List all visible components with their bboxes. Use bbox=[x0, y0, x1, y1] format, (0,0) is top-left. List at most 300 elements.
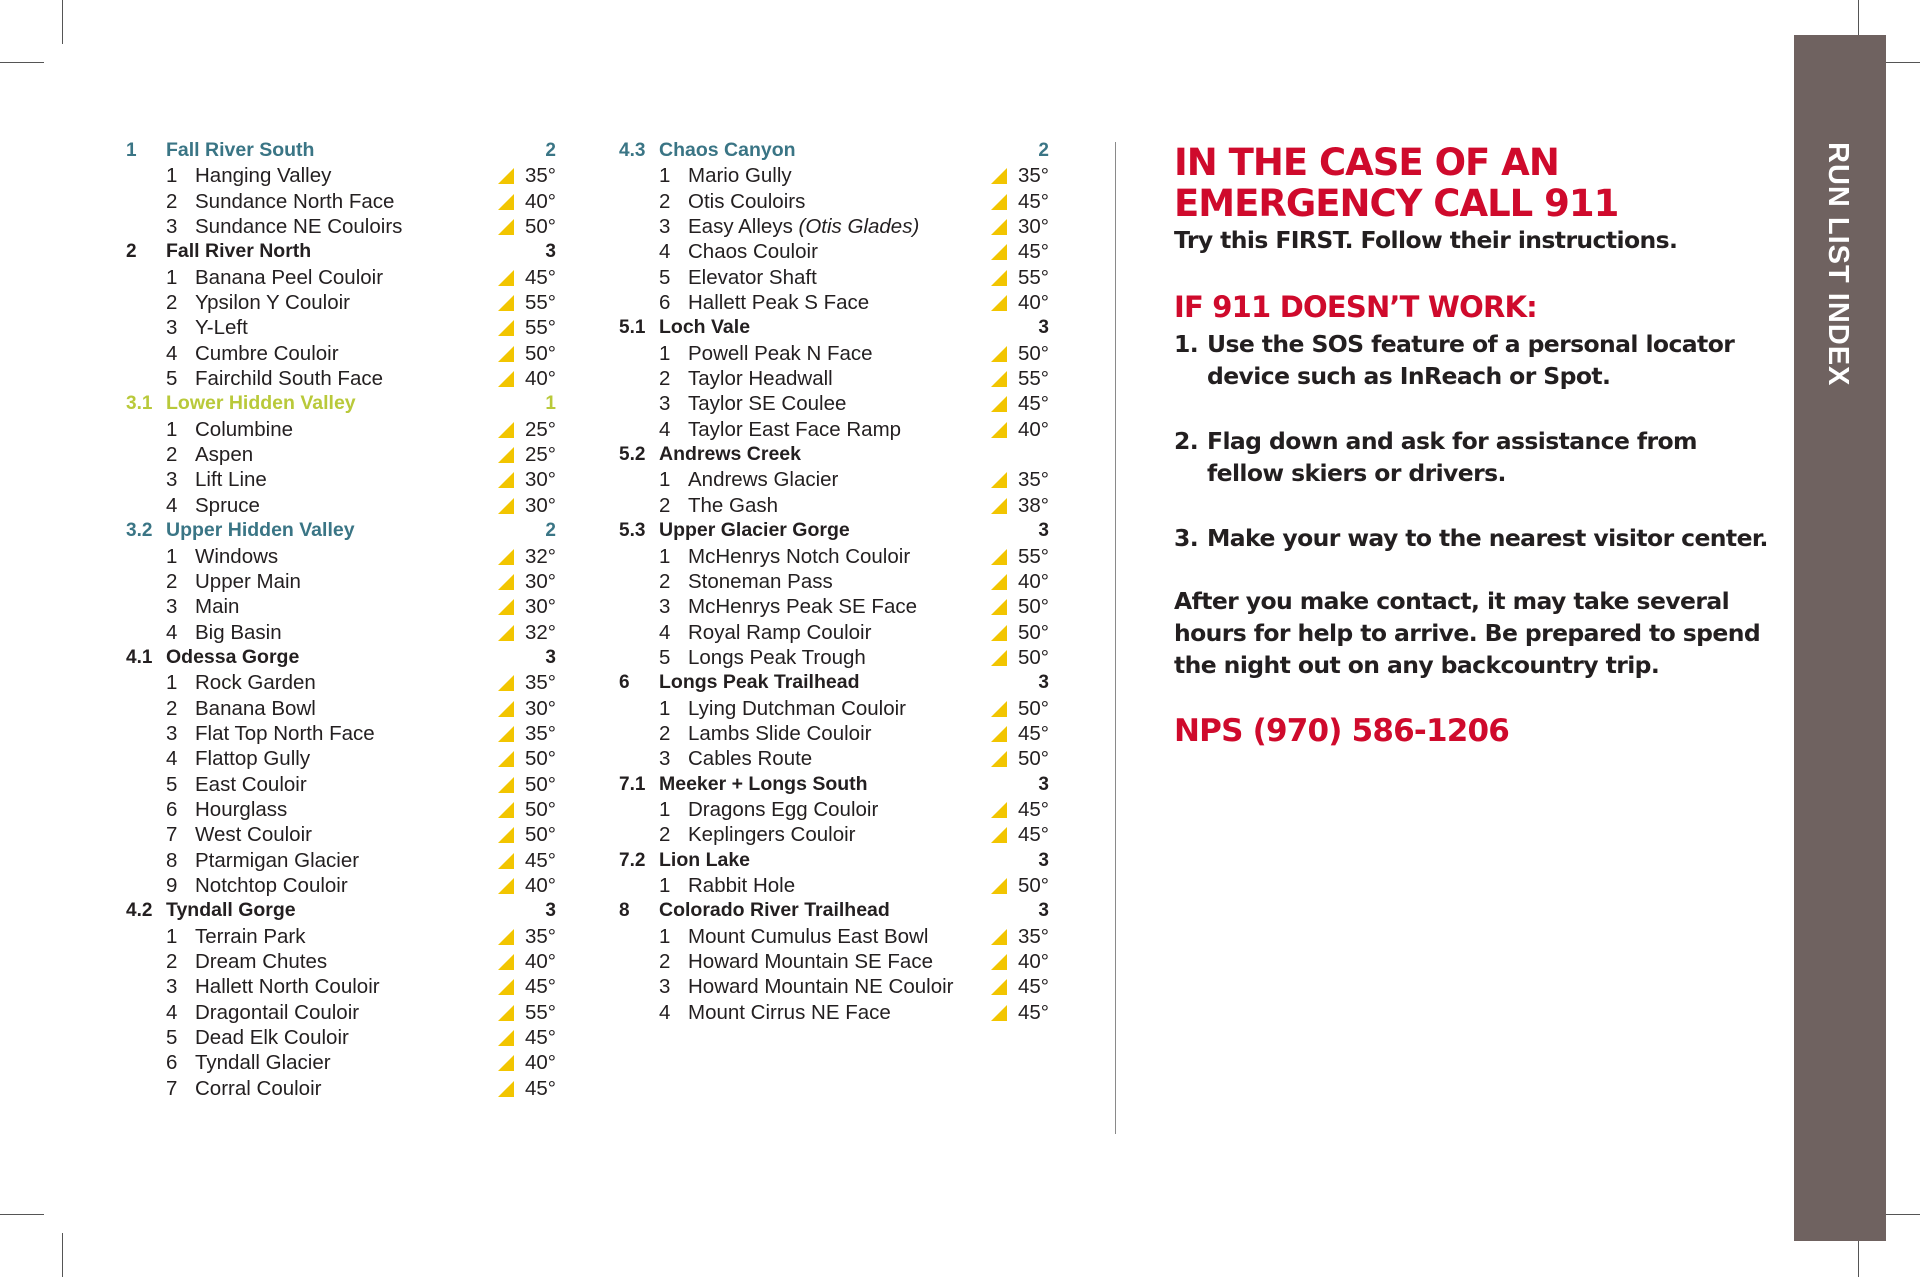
slope-triangle-icon bbox=[991, 346, 1007, 362]
emergency-title bbox=[1174, 142, 1774, 224]
slope-angle bbox=[498, 822, 556, 847]
run-number: 2 bbox=[166, 696, 178, 720]
slope-triangle-icon bbox=[991, 954, 1007, 970]
run-number: 3 bbox=[659, 975, 671, 999]
section-name: Colorado River Trailhead bbox=[659, 899, 890, 922]
slope-triangle-icon bbox=[498, 701, 514, 717]
slope-angle-value: 35° bbox=[1017, 164, 1049, 188]
run-number: 4 bbox=[166, 341, 178, 365]
run-number: 7 bbox=[166, 823, 178, 847]
slope-triangle-icon bbox=[498, 422, 514, 438]
run-name bbox=[688, 746, 812, 771]
run-name-text: Mario Gully bbox=[688, 164, 792, 188]
run-name bbox=[688, 417, 901, 442]
step-item bbox=[1174, 425, 1774, 489]
run-number: 3 bbox=[166, 215, 178, 239]
slope-triangle-icon bbox=[991, 219, 1007, 235]
run-name bbox=[195, 620, 282, 645]
run-row bbox=[619, 189, 1049, 214]
run-row bbox=[126, 1000, 556, 1025]
section-name: Lion Lake bbox=[659, 848, 751, 871]
run-number: 1 bbox=[166, 671, 178, 695]
run-row bbox=[619, 417, 1049, 442]
slope-triangle-icon bbox=[498, 574, 514, 590]
section-number: 5.2 bbox=[619, 444, 646, 466]
run-number: 5 bbox=[166, 1026, 178, 1050]
section-name: Tyndall Gorge bbox=[166, 899, 296, 922]
slope-triangle-icon bbox=[498, 675, 514, 691]
run-number: 1 bbox=[659, 468, 671, 492]
run-number: 1 bbox=[659, 164, 671, 188]
slope-angle-value: 45° bbox=[524, 1076, 556, 1100]
run-name-text: Corral Couloir bbox=[195, 1076, 322, 1100]
slope-angle bbox=[498, 670, 556, 695]
run-row bbox=[619, 163, 1049, 188]
run-name bbox=[195, 696, 316, 721]
slope-triangle-icon bbox=[991, 422, 1007, 438]
run-name-text: Taylor East Face Ramp bbox=[688, 417, 902, 441]
slope-triangle-icon bbox=[498, 954, 514, 970]
section-name: Loch Vale bbox=[659, 316, 751, 339]
slope-angle bbox=[991, 239, 1049, 264]
closing-note: After you make contact, it may take several hours for help to arrive. Be prepared to spend the night out on any backcountry trip. bbox=[1174, 587, 1761, 679]
run-row bbox=[126, 163, 556, 188]
run-name bbox=[688, 189, 805, 214]
slope-triangle-icon bbox=[498, 346, 514, 362]
slope-angle bbox=[991, 391, 1049, 416]
run-name bbox=[195, 544, 278, 569]
run-number: 4 bbox=[659, 417, 671, 441]
slope-angle-value: 50° bbox=[1017, 341, 1049, 365]
slope-angle-value: 50° bbox=[1017, 696, 1049, 720]
run-name-text: Taylor SE Coulee bbox=[688, 392, 847, 416]
run-name bbox=[688, 569, 833, 594]
slope-angle-value: 40° bbox=[524, 873, 556, 897]
slope-angle bbox=[498, 493, 556, 518]
run-row bbox=[126, 949, 556, 974]
step-number: 1. bbox=[1174, 330, 1199, 358]
section-rating: 3 bbox=[1038, 849, 1049, 871]
slope-angle bbox=[498, 366, 556, 391]
run-name-text: Andrews Glacier bbox=[688, 468, 839, 492]
slope-angle-value: 55° bbox=[1017, 265, 1049, 289]
slope-triangle-icon bbox=[991, 498, 1007, 514]
run-row bbox=[126, 341, 556, 366]
slope-angle-value: 35° bbox=[1017, 468, 1049, 492]
run-name-text: Taylor Headwall bbox=[688, 367, 833, 391]
slope-triangle-icon bbox=[498, 194, 514, 210]
slope-angle bbox=[498, 848, 556, 873]
slope-angle bbox=[991, 924, 1049, 949]
slope-angle-value: 35° bbox=[524, 721, 556, 745]
slope-angle-value: 30° bbox=[524, 569, 556, 593]
section-name: Meeker + Longs South bbox=[659, 772, 868, 795]
run-name bbox=[688, 974, 953, 999]
run-row bbox=[619, 696, 1049, 721]
slope-triangle-icon bbox=[991, 802, 1007, 818]
run-name-text: Rabbit Hole bbox=[688, 873, 796, 897]
slope-angle bbox=[991, 949, 1049, 974]
section-number: 7.1 bbox=[619, 773, 646, 795]
run-name-text: Flat Top North Face bbox=[195, 721, 375, 745]
run-row bbox=[619, 214, 1049, 239]
slope-angle-value: 50° bbox=[524, 215, 556, 239]
section-name: Odessa Gorge bbox=[166, 645, 300, 668]
run-row bbox=[619, 924, 1049, 949]
slope-triangle-icon bbox=[991, 472, 1007, 488]
run-row bbox=[126, 797, 556, 822]
run-name bbox=[195, 341, 339, 366]
sidebar-label: RUN LIST INDEX bbox=[1822, 142, 1854, 387]
run-row bbox=[126, 924, 556, 949]
slope-angle bbox=[991, 366, 1049, 391]
run-row bbox=[126, 290, 556, 315]
emergency-instruction: Try this FIRST. Follow their instructions. bbox=[1174, 226, 1678, 254]
section-rating: 3 bbox=[1038, 672, 1049, 694]
slope-angle-value: 30° bbox=[524, 468, 556, 492]
fallback-subhead: IF 911 DOESN’T WORK: bbox=[1174, 290, 1537, 324]
slope-angle-value: 45° bbox=[1017, 189, 1049, 213]
run-name bbox=[195, 949, 327, 974]
slope-angle-value: 55° bbox=[524, 316, 556, 340]
slope-angle bbox=[498, 797, 556, 822]
slope-angle bbox=[991, 467, 1049, 492]
run-name bbox=[195, 467, 267, 492]
slope-angle bbox=[498, 341, 556, 366]
run-name-text: Cables Route bbox=[688, 747, 813, 771]
run-name-text: Chaos Couloir bbox=[688, 240, 818, 264]
slope-triangle-icon bbox=[498, 599, 514, 615]
run-row bbox=[619, 873, 1049, 898]
run-name-text: Fairchild South Face bbox=[195, 367, 384, 391]
slope-triangle-icon bbox=[498, 320, 514, 336]
section-rating: 1 bbox=[545, 393, 556, 415]
section-number: 4.1 bbox=[126, 646, 153, 668]
run-name bbox=[688, 924, 928, 949]
run-number: 6 bbox=[166, 1051, 178, 1075]
run-name-text: Otis Couloirs bbox=[688, 189, 806, 213]
run-number: 1 bbox=[166, 924, 178, 948]
section-number: 5.1 bbox=[619, 317, 646, 339]
section-name: Chaos Canyon bbox=[659, 139, 796, 161]
run-name-text: Lambs Slide Couloir bbox=[688, 721, 872, 745]
slope-angle-value: 50° bbox=[524, 823, 556, 847]
run-number: 5 bbox=[659, 645, 671, 669]
run-name bbox=[195, 417, 293, 442]
slope-triangle-icon bbox=[498, 929, 514, 945]
slope-angle-value: 25° bbox=[524, 443, 556, 467]
run-row bbox=[126, 848, 556, 873]
run-number: 5 bbox=[166, 772, 178, 796]
section-header bbox=[619, 442, 1049, 467]
crop-mark bbox=[0, 1214, 44, 1215]
run-row bbox=[126, 569, 556, 594]
section-name: Longs Peak Trailhead bbox=[659, 671, 860, 694]
slope-angle-value: 30° bbox=[524, 595, 556, 619]
slope-angle bbox=[991, 822, 1049, 847]
run-name bbox=[195, 189, 394, 214]
section-header bbox=[126, 518, 556, 543]
run-name bbox=[195, 163, 331, 188]
run-number: 3 bbox=[659, 215, 671, 239]
section-rating: 3 bbox=[545, 241, 556, 263]
slope-angle bbox=[498, 544, 556, 569]
run-number: 1 bbox=[659, 341, 671, 365]
slope-angle bbox=[991, 189, 1049, 214]
section-number: 1 bbox=[126, 140, 137, 161]
section-rating: 2 bbox=[545, 140, 556, 161]
run-name bbox=[195, 746, 310, 771]
slope-triangle-icon bbox=[991, 270, 1007, 286]
slope-triangle-icon bbox=[991, 574, 1007, 590]
run-name bbox=[195, 1076, 321, 1101]
run-row bbox=[126, 873, 556, 898]
run-number: 1 bbox=[166, 265, 178, 289]
slope-triangle-icon bbox=[498, 1005, 514, 1021]
run-number: 6 bbox=[659, 291, 671, 315]
section-rating: 3 bbox=[545, 900, 556, 922]
slope-angle bbox=[498, 1076, 556, 1101]
run-name-text: Powell Peak N Face bbox=[688, 341, 873, 365]
slope-angle bbox=[991, 265, 1049, 290]
run-number: 3 bbox=[166, 468, 178, 492]
slope-angle-value: 32° bbox=[524, 620, 556, 644]
slope-angle bbox=[991, 721, 1049, 746]
run-name bbox=[688, 163, 792, 188]
run-name bbox=[688, 822, 856, 847]
slope-angle bbox=[498, 1025, 556, 1050]
run-row bbox=[619, 721, 1049, 746]
run-row bbox=[126, 1025, 556, 1050]
run-row bbox=[126, 544, 556, 569]
run-name bbox=[195, 721, 375, 746]
run-name-text: Notchtop Couloir bbox=[195, 873, 348, 897]
run-name-text: Banana Bowl bbox=[195, 696, 316, 720]
slope-angle-value: 45° bbox=[524, 1026, 556, 1050]
run-row bbox=[619, 493, 1049, 518]
run-number: 5 bbox=[659, 265, 671, 289]
slope-angle bbox=[498, 290, 556, 315]
run-row bbox=[126, 265, 556, 290]
run-row bbox=[619, 569, 1049, 594]
slope-triangle-icon bbox=[991, 244, 1007, 260]
run-row bbox=[126, 670, 556, 695]
section-header bbox=[619, 138, 1049, 163]
run-name-text: Longs Peak Trough bbox=[688, 645, 866, 669]
slope-triangle-icon bbox=[991, 168, 1007, 184]
run-name bbox=[688, 645, 866, 670]
run-name-text: Tyndall Glacier bbox=[195, 1051, 331, 1075]
run-name-text: Dragontail Couloir bbox=[195, 1000, 360, 1024]
run-number: 1 bbox=[659, 797, 671, 821]
run-name bbox=[688, 594, 917, 619]
step-item bbox=[1174, 522, 1774, 554]
run-name bbox=[195, 594, 239, 619]
section-rating: 2 bbox=[545, 520, 556, 542]
run-number: 1 bbox=[659, 544, 671, 568]
slope-angle bbox=[498, 594, 556, 619]
run-name bbox=[195, 797, 287, 822]
run-row bbox=[126, 189, 556, 214]
slope-triangle-icon bbox=[991, 878, 1007, 894]
slope-angle bbox=[991, 873, 1049, 898]
slope-angle-value: 30° bbox=[1017, 215, 1049, 239]
slope-angle bbox=[991, 341, 1049, 366]
run-row bbox=[126, 721, 556, 746]
run-number: 2 bbox=[659, 493, 671, 517]
slope-triangle-icon bbox=[498, 371, 514, 387]
run-number: 5 bbox=[166, 367, 178, 391]
run-number: 8 bbox=[166, 848, 178, 872]
run-number: 2 bbox=[166, 569, 178, 593]
section-number: 4.3 bbox=[619, 140, 646, 161]
run-number: 1 bbox=[659, 924, 671, 948]
run-name bbox=[195, 442, 253, 467]
slope-angle-value: 45° bbox=[1017, 975, 1049, 999]
run-name bbox=[688, 949, 933, 974]
slope-angle-value: 50° bbox=[1017, 595, 1049, 619]
section-name: Andrews Creek bbox=[659, 443, 801, 466]
step-text: Use the SOS feature of a personal locator device such as InReach or Spot. bbox=[1207, 330, 1735, 390]
slope-angle bbox=[498, 163, 556, 188]
slope-triangle-icon bbox=[498, 295, 514, 311]
run-number: 2 bbox=[166, 950, 178, 973]
run-row bbox=[619, 366, 1049, 391]
run-row bbox=[126, 822, 556, 847]
nps-phone: NPS (970) 586-1206 bbox=[1174, 713, 1510, 749]
run-name-text: McHenrys Peak SE Face bbox=[688, 595, 917, 619]
run-row bbox=[619, 544, 1049, 569]
section-number: 3.1 bbox=[126, 393, 153, 415]
fallback-steps bbox=[1174, 328, 1774, 554]
run-number: 2 bbox=[659, 569, 671, 593]
run-row bbox=[619, 974, 1049, 999]
slope-angle-value: 50° bbox=[524, 797, 556, 821]
step-item bbox=[1174, 328, 1774, 392]
section-header bbox=[126, 645, 556, 670]
section-number: 5.3 bbox=[619, 520, 646, 542]
run-name bbox=[688, 239, 818, 264]
run-name-text: Banana Peel Couloir bbox=[195, 265, 384, 289]
slope-triangle-icon bbox=[498, 827, 514, 843]
slope-triangle-icon bbox=[498, 472, 514, 488]
run-name bbox=[195, 974, 380, 999]
slope-angle-value: 55° bbox=[524, 291, 556, 315]
section-name: Upper Glacier Gorge bbox=[659, 519, 850, 542]
run-name bbox=[195, 493, 260, 518]
slope-angle bbox=[498, 442, 556, 467]
run-number: 2 bbox=[659, 721, 671, 745]
run-number: 4 bbox=[659, 1000, 671, 1024]
slope-angle-value: 45° bbox=[1017, 1000, 1049, 1024]
slope-angle-value: 25° bbox=[524, 417, 556, 441]
step-text: Flag down and ask for assistance from fellow skiers or drivers. bbox=[1207, 427, 1697, 487]
run-name-text: Sundance North Face bbox=[195, 189, 395, 213]
run-name-text: Hanging Valley bbox=[195, 164, 332, 188]
run-row bbox=[126, 214, 556, 239]
run-number: 2 bbox=[166, 443, 178, 467]
slope-angle bbox=[498, 772, 556, 797]
run-row bbox=[619, 265, 1049, 290]
run-list-column-right bbox=[619, 138, 1049, 1025]
run-name bbox=[195, 848, 359, 873]
run-name-text: Howard Mountain NE Couloir bbox=[688, 975, 954, 999]
slope-angle bbox=[498, 873, 556, 898]
run-number: 4 bbox=[166, 747, 178, 771]
section-name: Upper Hidden Valley bbox=[166, 519, 355, 542]
run-name-text: Keplingers Couloir bbox=[688, 823, 856, 847]
slope-angle bbox=[498, 569, 556, 594]
section-name: Fall River South bbox=[166, 139, 315, 161]
run-name-text: Upper Main bbox=[195, 569, 301, 593]
run-name-text: Ptarmigan Glacier bbox=[195, 848, 360, 872]
run-name-text: Hallett North Couloir bbox=[195, 975, 380, 999]
run-name bbox=[688, 214, 919, 239]
run-row bbox=[126, 772, 556, 797]
run-name-text: East Couloir bbox=[195, 772, 307, 796]
slope-angle-value: 40° bbox=[524, 367, 556, 391]
run-number: 1 bbox=[166, 164, 178, 188]
section-header bbox=[619, 670, 1049, 695]
run-row bbox=[619, 797, 1049, 822]
slope-angle bbox=[991, 620, 1049, 645]
run-number: 9 bbox=[166, 873, 178, 897]
slope-angle-value: 45° bbox=[524, 265, 556, 289]
slope-angle-value: 50° bbox=[524, 747, 556, 771]
run-row bbox=[126, 746, 556, 771]
run-name-text: Big Basin bbox=[195, 620, 282, 644]
slope-angle-value: 55° bbox=[1017, 544, 1049, 568]
section-header bbox=[126, 898, 556, 923]
run-name-text: Hallett Peak S Face bbox=[688, 291, 870, 315]
slope-triangle-icon bbox=[498, 270, 514, 286]
run-name bbox=[688, 391, 846, 416]
slope-angle-value: 45° bbox=[1017, 240, 1049, 264]
slope-angle-value: 40° bbox=[524, 950, 556, 973]
run-row bbox=[619, 594, 1049, 619]
run-name bbox=[688, 493, 778, 518]
section-name: Lower Hidden Valley bbox=[166, 392, 356, 415]
section-header bbox=[619, 898, 1049, 923]
run-number: 3 bbox=[166, 975, 178, 999]
section-header bbox=[126, 239, 556, 264]
crop-mark bbox=[0, 62, 44, 63]
slope-angle-value: 30° bbox=[524, 493, 556, 517]
slope-angle bbox=[498, 1050, 556, 1075]
run-name-text: Ypsilon Y Couloir bbox=[195, 291, 350, 315]
slope-angle bbox=[498, 974, 556, 999]
section-number: 6 bbox=[619, 672, 630, 694]
run-name-note: (Otis Glades) bbox=[798, 215, 920, 239]
section-header bbox=[126, 391, 556, 416]
run-name-text: Elevator Shaft bbox=[688, 265, 817, 289]
section-name: Fall River North bbox=[166, 240, 312, 263]
run-number: 3 bbox=[166, 316, 178, 340]
slope-angle bbox=[991, 163, 1049, 188]
slope-triangle-icon bbox=[991, 549, 1007, 565]
slope-angle-value: 40° bbox=[1017, 950, 1049, 973]
run-name-text: Lift Line bbox=[195, 468, 267, 492]
slope-angle bbox=[991, 214, 1049, 239]
run-name-text: The Gash bbox=[688, 493, 779, 517]
slope-triangle-icon bbox=[991, 751, 1007, 767]
slope-angle-value: 40° bbox=[1017, 569, 1049, 593]
slope-triangle-icon bbox=[991, 726, 1007, 742]
run-name-text: Sundance NE Couloirs bbox=[195, 215, 403, 239]
run-number: 4 bbox=[166, 620, 178, 644]
run-row bbox=[126, 620, 556, 645]
slope-triangle-icon bbox=[498, 802, 514, 818]
